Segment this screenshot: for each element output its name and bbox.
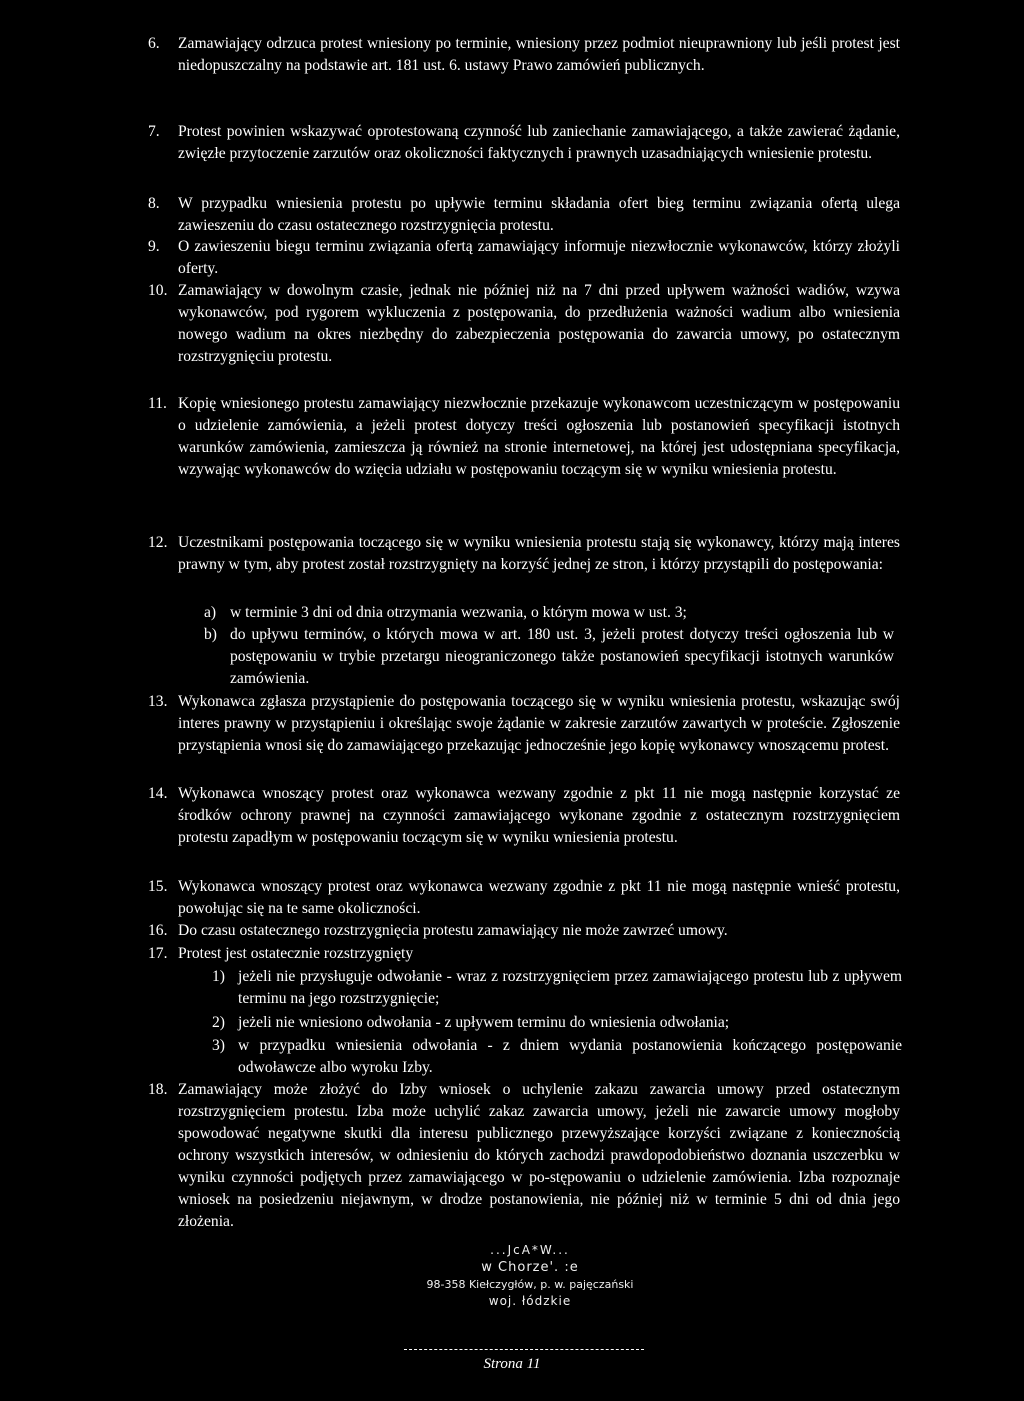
list-item-6 xyxy=(148,33,900,99)
item-number: 17. xyxy=(148,945,168,962)
stamp-line-1: ...JcA*W... xyxy=(490,1243,570,1257)
item-text: Wykonawca wnoszący protest oraz wykonawca wezwany zgodnie z pkt 11 nie mogą następnie korzystać ze środków ochrony prawnej na czynności zamawiającego wykonane zgodnie z ostatecznym rozstrzygnięciem protestu zapadłym w postępowaniu toczącym się w wyniku wniesienia protestu. xyxy=(178,785,900,846)
item-number: 11. xyxy=(148,395,167,412)
item-number: 16. xyxy=(148,922,168,939)
item-text: Wykonawca wnoszący protest oraz wykonawca wezwany zgodnie z pkt 11 nie mogą następnie wnieść protestu, powołując się na te same okoliczności. xyxy=(178,878,900,917)
item-text: Uczestnikami postępowania toczącego się w wyniku wniesienia protestu stają się wykonawcy, którzy mają interes prawny w tym, aby protest został rozstrzygnięty na korzyść jednej ze stron, i którzy przystąpili do postępowania: xyxy=(178,534,900,573)
page-number: Strona 11 xyxy=(483,1356,541,1372)
sub-item-number: 1) xyxy=(212,968,225,985)
list-item-12 xyxy=(148,532,900,598)
list-item-13 xyxy=(148,691,900,779)
stamp-line-2: w Chorze'. :e xyxy=(481,1260,579,1275)
footer-divider xyxy=(404,1349,644,1350)
list-item-16 xyxy=(148,920,900,942)
item-text: Zamawiający w dowolnym czasie, jednak nie później niż na 7 dni przed upływem ważności wadiów, wzywa wykonawców, pod rygorem wykluczenia z postępowania, do przedłużenia ważności wadium albo wniesienia nowego wadium na okres niezbędny do zabezpieczenia postępowania do zawarcia umowy, po ostatecznym rozstrzygnięciu protestu. xyxy=(178,282,900,365)
sub-item-text: do upływu terminów, o których mowa w art. 180 ust. 3, jeżeli protest dotyczy treści ogłoszenia lub w postępowaniu w trybie przetargu nieograniczonego także postanowień specyfikacji istotnych warunków zamówienia. xyxy=(230,626,894,687)
item-number: 14. xyxy=(148,785,168,802)
item-text: Protest powinien wskazywać oprotestowaną czynność lub zaniechanie zamawiającego, a także zawierać żądanie, zwięzłe przytoczenie zarzutów oraz okoliczności faktycznych i prawnych uzasadniających wniesienie protestu. xyxy=(178,123,900,162)
list-item-18 xyxy=(148,1079,900,1255)
list-item-15 xyxy=(148,876,900,920)
sub-item-letter: b) xyxy=(204,626,217,643)
sub-item-text: w przypadku wniesienia odwołania - z dniem wydania postanowienia kończącego postępowanie odwoławcze albo wyroku Izby. xyxy=(238,1037,902,1076)
item-number: 18. xyxy=(148,1081,168,1098)
item-text: O zawieszeniu biegu terminu związania ofertą zamawiający informuje niezwłocznie wykonawców, którzy złożyli oferty. xyxy=(178,238,900,277)
item-number: 13. xyxy=(148,693,168,710)
stamp-line-4: woj. łódzkie xyxy=(488,1294,572,1308)
item-number: 9. xyxy=(148,238,160,255)
item-text: Protest jest ostatecznie rozstrzygnięty xyxy=(178,945,414,962)
item-number: 15. xyxy=(148,878,168,895)
sub-item-text: jeżeli nie przysługuje odwołanie - wraz z rozstrzygnięciem przez zamawiającego protestu lub z upływem terminu na jego rozstrzygnięcie; xyxy=(238,968,902,1007)
item-text: Zamawiający odrzuca protest wniesiony po terminie, wniesiony przez podmiot nieuprawniony lub jeśli protest jest niedopuszczalny na podstawie art. 181 ust. 6. ustawy Prawo zamówień publicznych. xyxy=(178,35,900,74)
item-text: Wykonawca zgłasza przystąpienie do postępowania toczącego się w wyniku wniesienia protestu, wskazując swój interes prawny w przystąpieniu i określając swoje żądanie w zakresie zarzutów zawartych w proteście. Zgłoszenie przystąpienia wnosi się do zamawiającego przekazując jednocześnie jego kopię wykonawcy wnoszącemu protest. xyxy=(178,693,900,754)
item-text: Do czasu ostatecznego rozstrzygnięcia protestu zamawiający nie może zawrzeć umowy. xyxy=(178,922,728,939)
list-item-8 xyxy=(148,193,900,237)
item-number: 6. xyxy=(148,35,160,52)
official-stamp xyxy=(380,1242,680,1310)
sub-item-number: 3) xyxy=(212,1037,225,1054)
sub-item-number: 2) xyxy=(212,1014,225,1031)
list-item-11 xyxy=(148,393,900,525)
list-item-9 xyxy=(148,236,900,280)
sub-item-text: w terminie 3 dni od dnia otrzymania wezwania, o którym mowa w ust. 3; xyxy=(230,604,687,621)
item-number: 12. xyxy=(148,534,168,551)
item-number: 7. xyxy=(148,123,160,140)
stamp-line-3: 98-358 Kiełczygłów, p. w. pajęczański xyxy=(426,1278,634,1291)
item-number: 8. xyxy=(148,195,160,212)
list-item-10 xyxy=(148,280,900,390)
list-item-7 xyxy=(148,121,900,187)
item-text: Kopię wniesionego protestu zamawiający niezwłocznie przekazuje wykonawcom uczestniczącym w postępowaniu o udzielenie zamówienia, a jeżeli protest dotyczy treści ogłoszenia lub postanowień specyfikacji istotnych warunków zamówienia, zamieszcza ją również na stronie internetowej, na której jest udostępniana specyfikacja, wzywając wykonawców do wzięcia udziału w postępowaniu toczącym się w wyniku wniesienia protestu. xyxy=(178,395,900,478)
sub-item-text: jeżeli nie wniesiono odwołania - z upływem terminu do wniesienia odwołania; xyxy=(238,1014,730,1031)
item-text: W przypadku wniesienia protestu po upływie terminu składania ofert bieg terminu związania ofertą ulega zawieszeniu do czasu ostatecznego rozstrzygnięcia protestu. xyxy=(178,195,900,234)
list-item-17 xyxy=(148,943,900,965)
item-number: 10. xyxy=(148,282,168,299)
sub-item-letter: a) xyxy=(204,604,217,621)
list-item-14 xyxy=(148,783,900,871)
item-text: Zamawiający może złożyć do Izby wniosek o uchylenie zakazu zawarcia umowy przed ostatecznym rozstrzygnięciem protestu. Izba może uchylić zakaz zawarcia umowy, jeżeli nie zawarcie umowy mogłoby spowodować negatywne skutki dla interesu publicznego przewyższające korzyści związane z koniecznością ochrony wszystkich interesów, w odniesieniu do których zachodzi prawdopodobieństwo doznania uszczerbku w wyniku czynności podjętych przez zamawiającego w po-stępowaniu o udzielenie zamówienia. Izba rozpoznaje wniosek na posiedzeniu niejawnym, w drodze postanowienia, nie później niż w terminie 5 dni od dnia jego złożenia. xyxy=(178,1081,900,1230)
